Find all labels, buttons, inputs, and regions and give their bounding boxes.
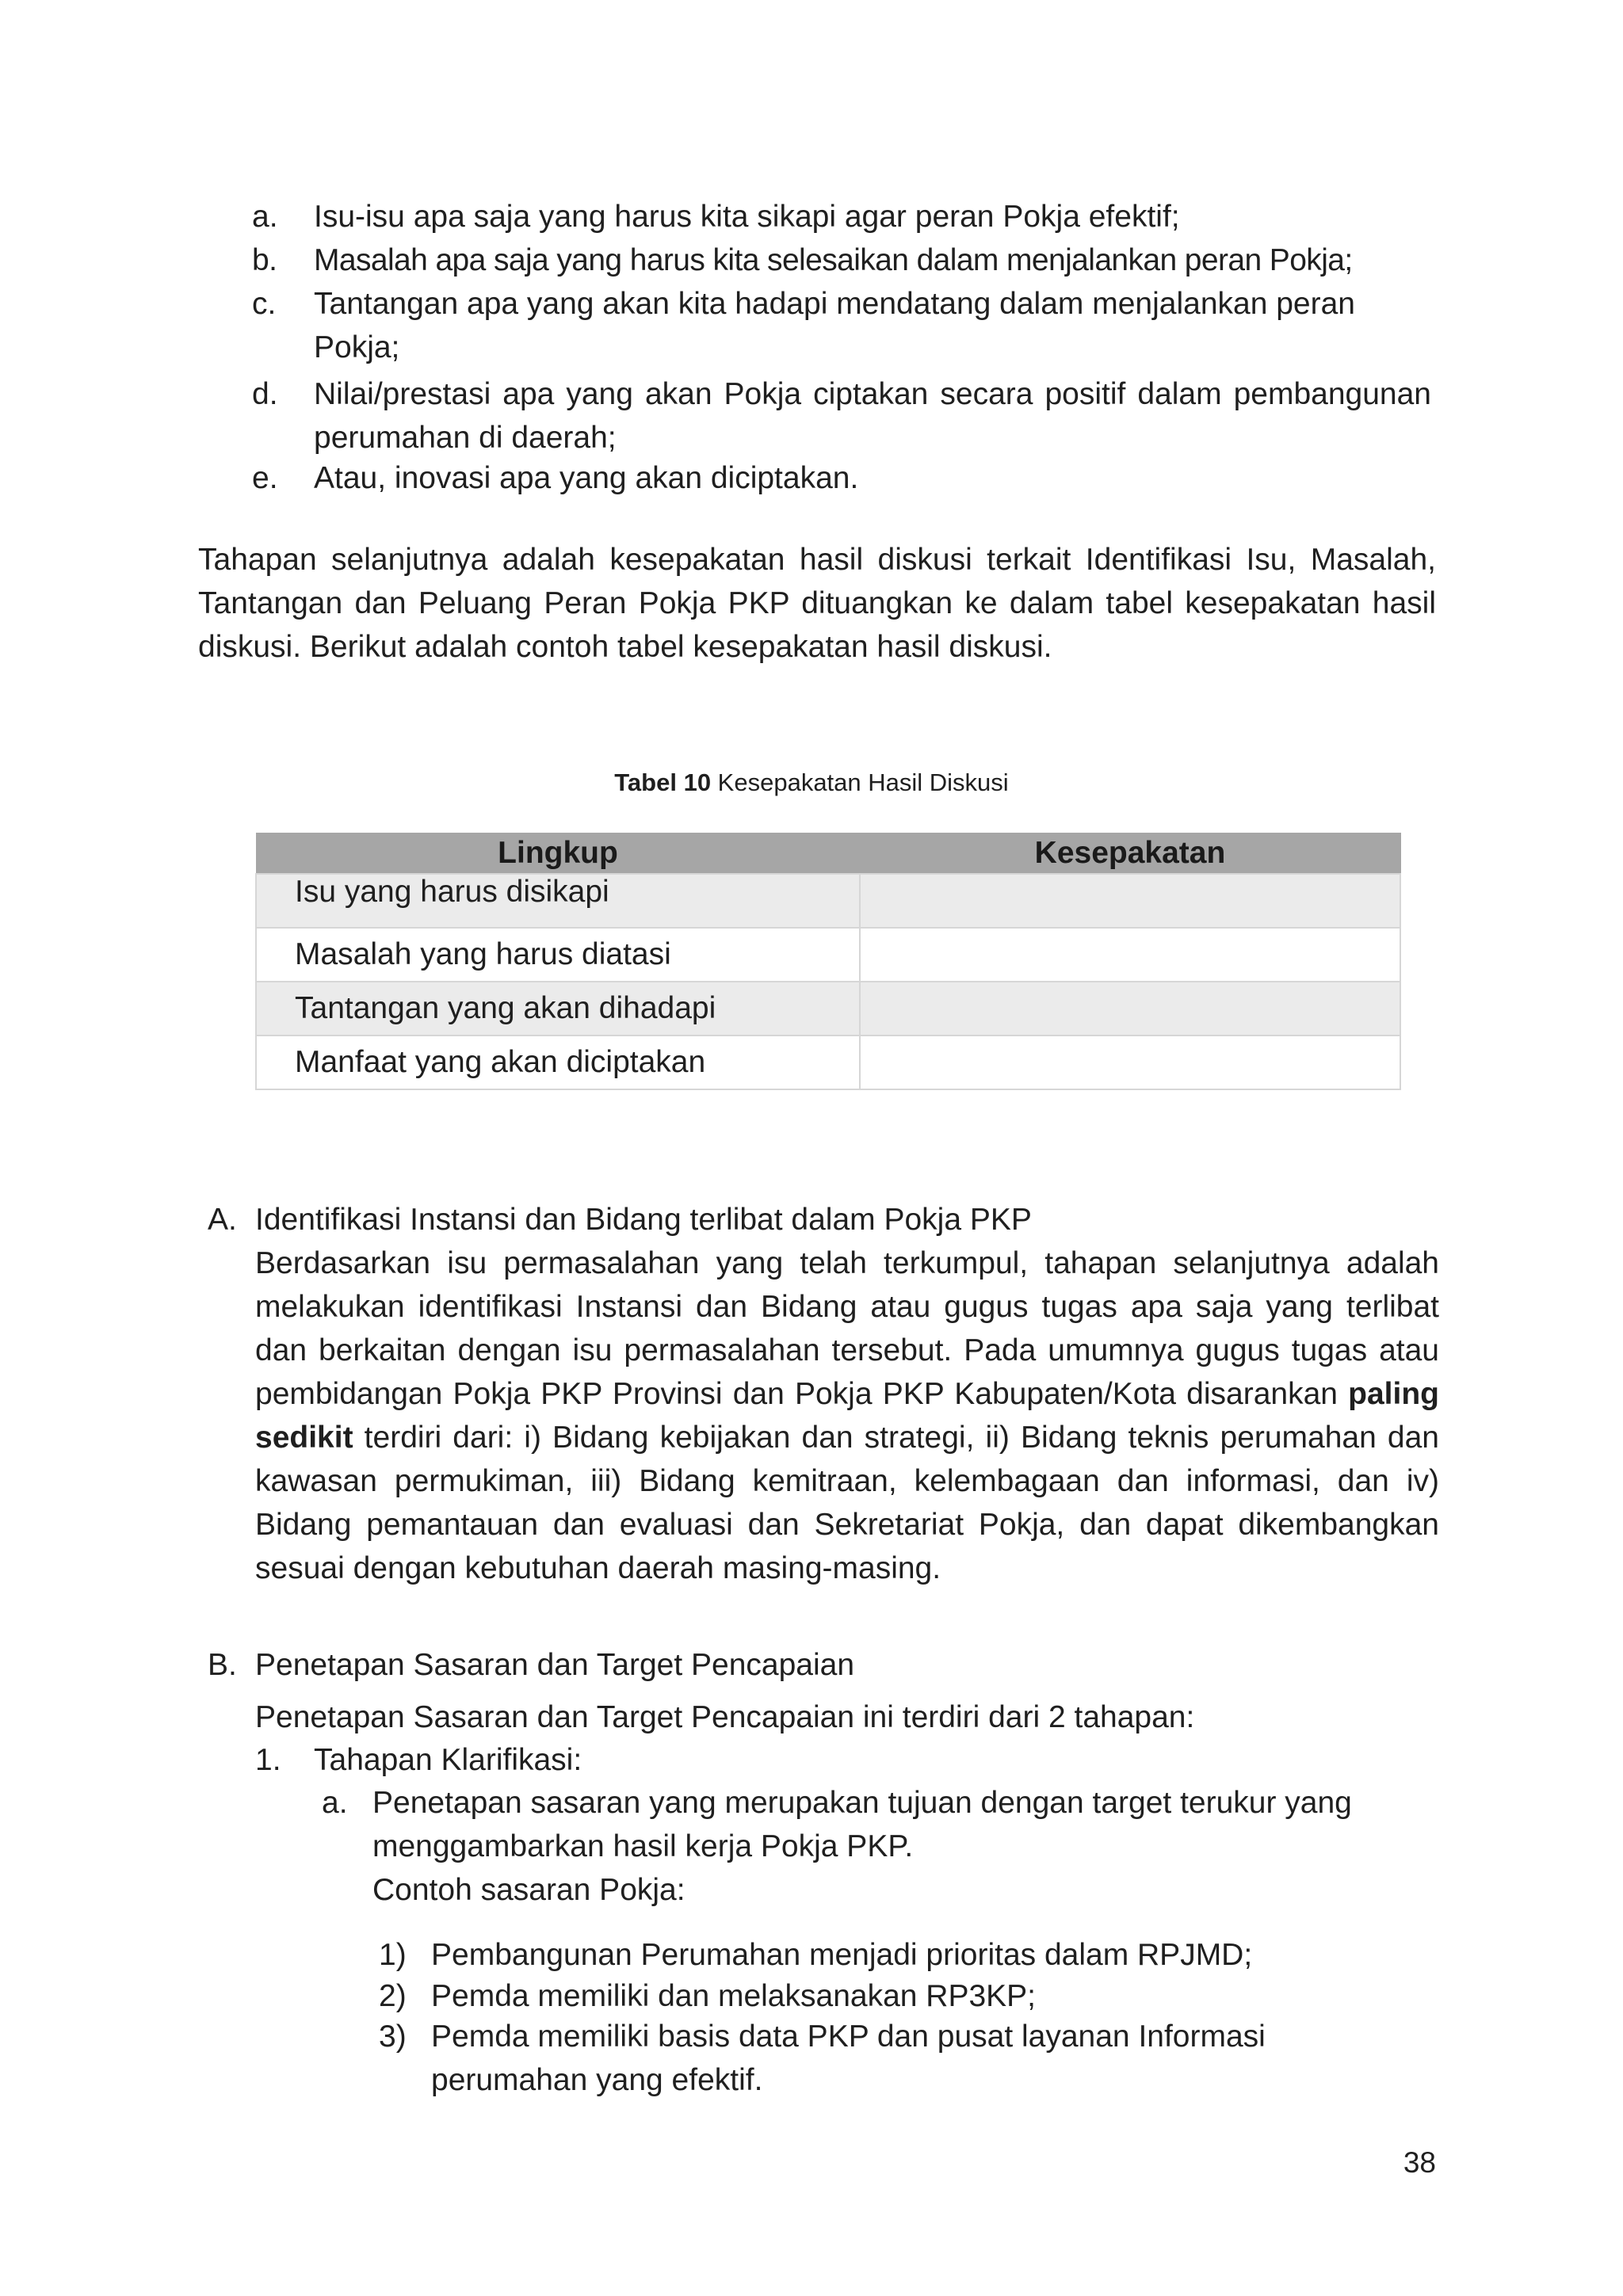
table-row [256,874,1400,928]
table-row [256,982,1400,1035]
cell-lingkup: Manfaat yang akan diciptakan [256,1035,860,1089]
list-item-text: Nilai/prestasi apa yang akan Pokja ciptakan secara positif dalam pembangunan perumahan di daerah; [314,377,1431,455]
list-item [252,456,1431,500]
header-kesepakatan: Kesepakatan [860,833,1400,875]
list-item [252,195,1431,238]
sub-list-item-text: Penetapan sasaran yang merupakan tujuan dengan target terukur yang menggambarkan hasil kerja Pokja PKP. [372,1786,1352,1863]
list-marker: b. [252,243,277,277]
list-item [252,282,1431,369]
cell-kesepakatan [860,982,1400,1035]
list-item [252,238,1431,282]
list-marker: e. [252,461,278,495]
list-marker: d. [252,377,278,411]
list-item [252,372,1431,460]
list-item-text: Masalah apa saja yang harus kita selesaikan dalam menjalankan peran Pokja; [314,243,1353,277]
section-a-body-text: Berdasarkan isu permasalahan yang telah terkumpul, tahapan selanjutnya adalah melakukan identifikasi Instansi dan Bidang atau gugus tugas apa saja yang terlibat dan berkaitan dengan isu permasalahan tersebut. Pada umumnya gugus tugas atau pembidangan Pokja PKP Provinsi dan Pokja PKP Kabupaten/Kota disarankan [255,1246,1439,1411]
list-marker: c. [252,287,277,321]
section-a-body-emphasis: paling sedikit [255,1377,1439,1455]
paragraph-tahapan: Tahapan selanjutnya adalah kesepakatan hasil diskusi terkait Identifikasi Isu, Masalah, Tantangan dan Peluang Peran Pokja PKP dituangkan ke dalam tabel kesepakatan hasil diskusi. Berikut adalah contoh tabel kesepakatan hasil diskusi. [198,543,1436,664]
list-marker: a. [322,1786,348,1820]
list-marker: 1. [255,1743,281,1777]
list-marker: 3) [379,2019,407,2054]
section-marker: A. [208,1203,237,1237]
page-number: 38 [1403,2146,1436,2179]
sub-list-item [322,1781,1439,1912]
list-item-text: Tantangan apa yang akan kita hadapi mendatang dalam menjalankan peran Pokja; [314,287,1355,364]
list-marker: a. [252,200,278,234]
section-a-body-text: terdiri dari: i) Bidang kebijakan dan strategi, ii) Bidang teknis perumahan dan kawasan permukiman, iii) Bidang kemitraan, kelembagaan dan informasi, dan iv) Bidang pemantauan dan evaluasi dan Sekretariat Pokja, dan dapat dikembangkan sesuai dengan kebutuhan daerah masing-masing. [255,1421,1439,1585]
list-item-text: Isu-isu apa saja yang harus kita sikapi agar peran Pokja efektif; [314,200,1180,234]
list-item-text: Atau, inovasi apa yang akan diciptakan. [314,461,859,495]
list-marker: 1) [379,1938,407,1972]
cell-kesepakatan [860,1035,1400,1089]
table-caption-text: Kesepakatan Hasil Diskusi [711,769,1009,796]
cell-kesepakatan [860,928,1400,982]
table-header-row [256,833,1400,875]
section-title: Penetapan Sasaran dan Target Pencapaian [255,1648,855,1682]
example-item-text: Pemda memiliki basis data PKP dan pusat layanan Informasi perumahan yang efektif. [431,2019,1266,2097]
example-item-text: Pembangunan Perumahan menjadi prioritas dalam RPJMD; [431,1938,1253,1972]
cell-kesepakatan [860,874,1400,928]
table-caption [0,767,1623,799]
sub-list-item-example-label: Contoh sasaran Pokja: [372,1873,685,1907]
table-row [256,1035,1400,1089]
section-b-intro: Penetapan Sasaran dan Target Pencapaian ini terdiri dari 2 tahapan: [255,1700,1195,1734]
table-caption-label: Tabel 10 [614,769,712,796]
table-row [256,928,1400,982]
example-item [379,1933,1439,1977]
list-item-text: Tahapan Klarifikasi: [314,1743,582,1777]
section-a-body [255,1241,1439,1590]
cell-lingkup: Masalah yang harus diatasi [256,928,860,982]
section-title: Identifikasi Instansi dan Bidang terlibat dalam Pokja PKP [255,1203,1032,1237]
example-item-text: Pemda memiliki dan melaksanakan RP3KP; [431,1979,1037,2013]
cell-lingkup: Tantangan yang akan dihadapi [256,982,860,1035]
kesepakatan-table [255,833,1401,1090]
example-item [379,1974,1439,2018]
cell-lingkup: Isu yang harus disikapi [256,874,860,928]
list-marker: 2) [379,1979,407,2013]
header-lingkup: Lingkup [256,833,860,875]
section-marker: B. [208,1648,237,1682]
example-item [379,2015,1439,2102]
